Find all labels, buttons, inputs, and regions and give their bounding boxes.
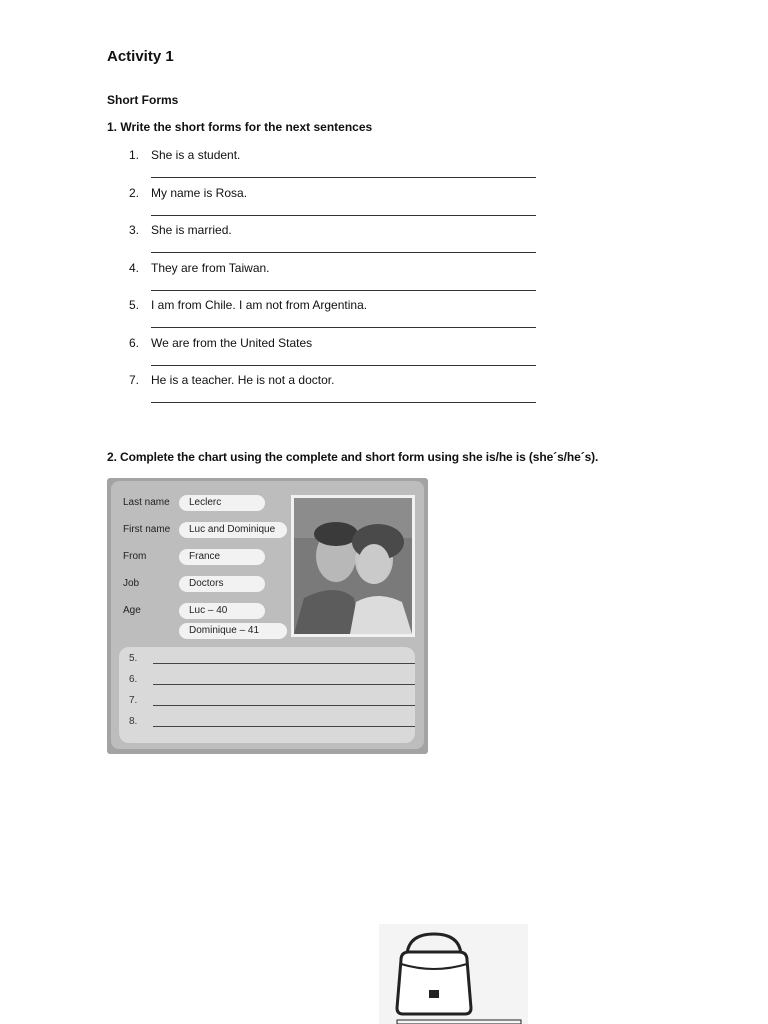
item-number: 6. xyxy=(129,335,140,350)
answer-number: 7. xyxy=(129,695,138,706)
list-item xyxy=(129,373,549,411)
list-item xyxy=(129,186,549,224)
list-item xyxy=(129,223,549,261)
bag-icon xyxy=(379,924,528,1024)
label-age: Age xyxy=(123,605,141,616)
activity-title: Activity 1 xyxy=(107,48,174,65)
sentence-text: My name is Rosa. xyxy=(151,185,248,200)
answer-line xyxy=(151,402,536,403)
sentence-text: I am from Chile. I am not from Argentina. xyxy=(151,298,368,312)
list-item xyxy=(129,148,549,186)
answer-line xyxy=(151,177,536,178)
answer-line xyxy=(151,327,536,328)
label-first-name: First name xyxy=(123,524,171,535)
value-first-name: Luc and Dominique xyxy=(179,522,287,538)
answer-row xyxy=(129,716,137,727)
answer-line xyxy=(151,252,536,253)
label-last-name: Last name xyxy=(123,497,170,508)
item-number: 7. xyxy=(129,373,140,387)
item-number: 1. xyxy=(129,148,140,162)
profile-card-image xyxy=(107,478,428,754)
value-age-luc: Luc – 40 xyxy=(179,603,265,619)
item-number: 4. xyxy=(129,260,140,275)
value-job: Doctors xyxy=(179,576,265,592)
value-from: France xyxy=(179,549,265,565)
item-number: 2. xyxy=(129,185,140,200)
list-item xyxy=(129,336,549,374)
label-from: From xyxy=(123,551,147,562)
question-1-instruction: 1. Write the short forms for the next sentences xyxy=(107,120,373,134)
answer-line xyxy=(151,365,536,366)
sentence-text: She is married. xyxy=(151,223,232,237)
sentence-text: She is a student. xyxy=(151,148,241,162)
section-title: Short Forms xyxy=(107,93,179,107)
answer-line xyxy=(153,663,415,664)
sentence-list xyxy=(129,148,549,411)
answer-line xyxy=(151,290,536,291)
value-age-dominique: Dominique – 41 xyxy=(179,623,287,639)
list-item xyxy=(129,298,549,336)
answer-number: 5. xyxy=(129,653,138,664)
couple-illustration xyxy=(294,498,412,634)
bag-picture xyxy=(379,924,528,1024)
label-job: Job xyxy=(123,578,140,589)
sentence-text: We are from the United States xyxy=(151,335,313,350)
profile-card xyxy=(111,481,424,749)
question-2-instruction: 2. Complete the chart using the complete and short form using she is/he is (she´s/he´s). xyxy=(107,450,599,464)
couple-photo xyxy=(291,495,415,637)
list-item xyxy=(129,261,549,299)
item-number: 5. xyxy=(129,298,140,312)
sentence-text: He is a teacher. He is not a doctor. xyxy=(151,373,335,387)
answer-number: 8. xyxy=(129,716,138,727)
answer-line xyxy=(151,215,536,216)
answer-line xyxy=(153,684,415,685)
answer-row xyxy=(129,653,137,664)
sentence-text: They are from Taiwan. xyxy=(151,260,270,275)
answer-line xyxy=(153,705,415,706)
item-number: 3. xyxy=(129,223,140,237)
answer-line xyxy=(153,726,415,727)
answer-row xyxy=(129,674,137,685)
answer-row xyxy=(129,695,137,706)
answer-number: 6. xyxy=(129,674,138,685)
value-last-name: Leclerc xyxy=(179,495,265,511)
answer-panel xyxy=(119,647,415,743)
